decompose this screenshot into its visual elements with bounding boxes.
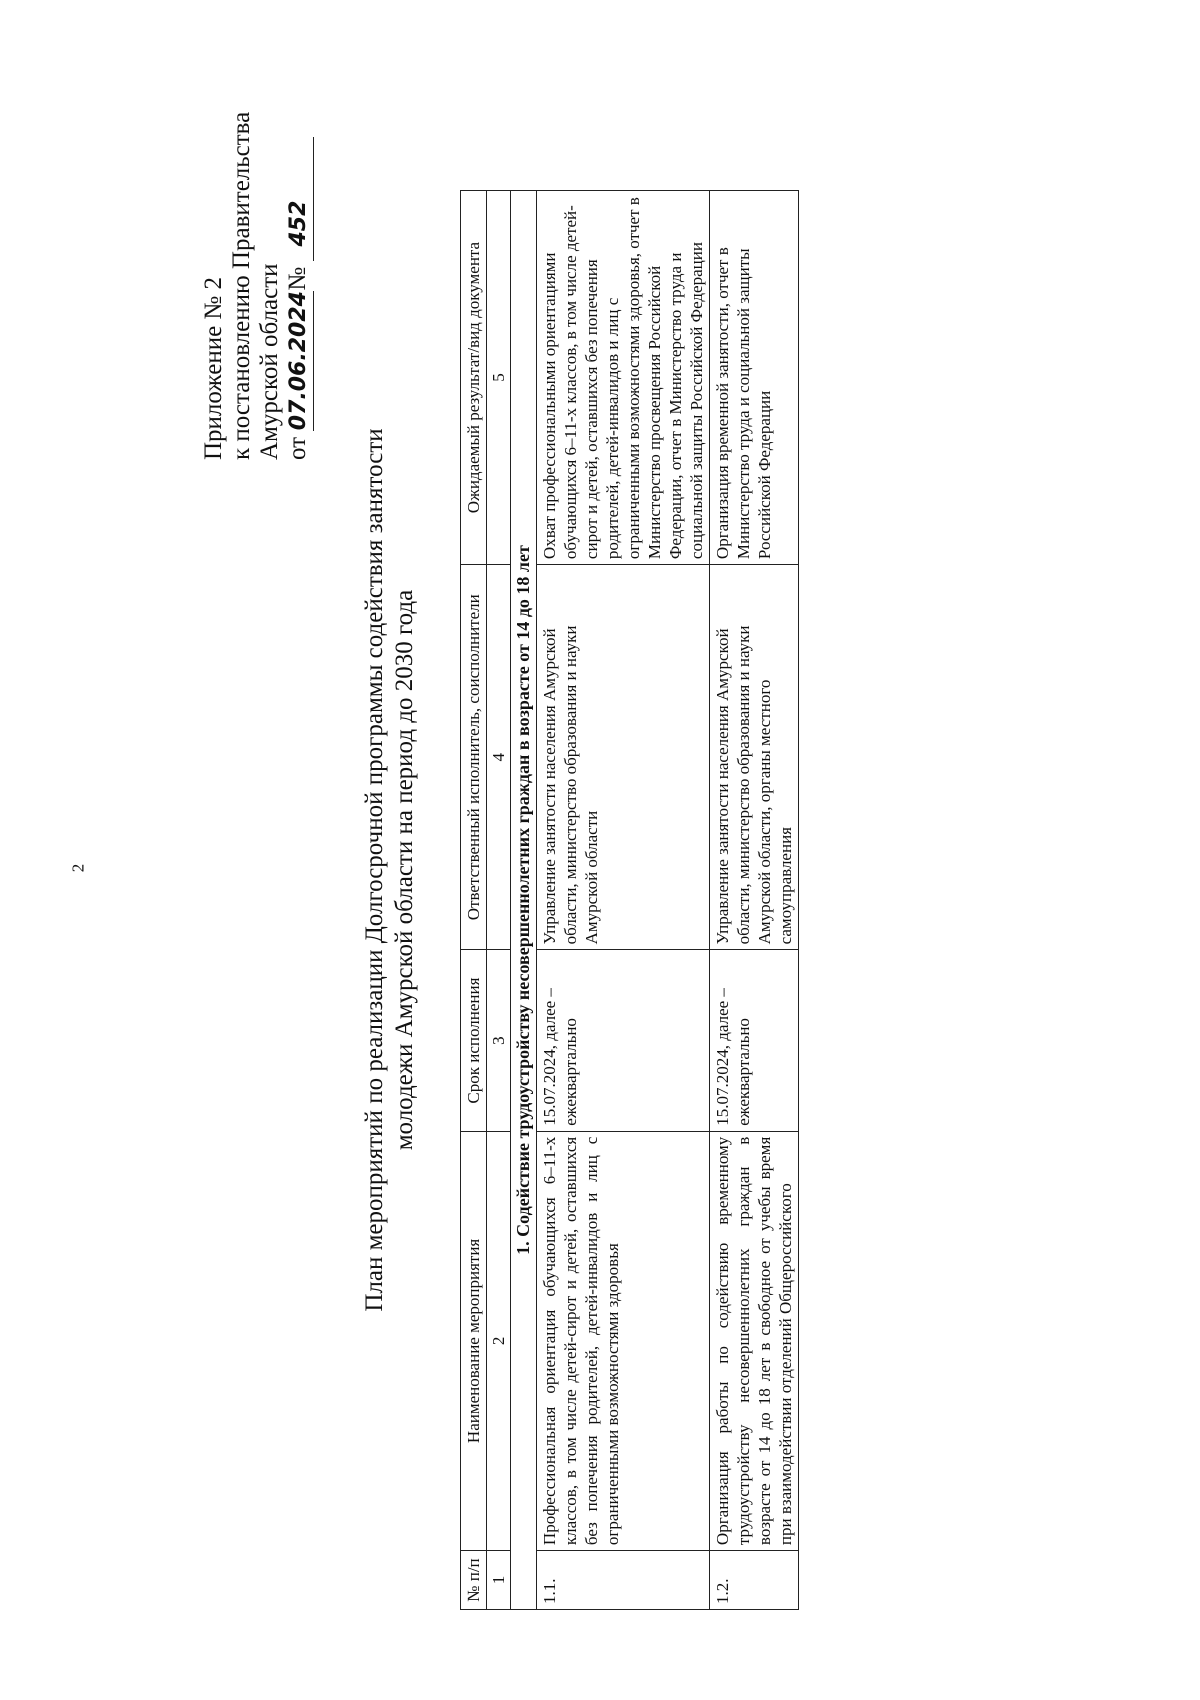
section-row <box>511 191 537 1610</box>
appendix-line-1: Приложение № 2 <box>200 276 227 460</box>
section-heading-1: 1. Содействие трудоустройству несовершеннолетних граждан в возрасте от 14 до 18 лет <box>511 191 537 1610</box>
row-executor: Управление занятости населения Амурской области, министерство образования и науки Амурской области, органы местного самоуправления <box>710 565 799 950</box>
appendix-line-2: к постановлению Правительства <box>228 111 255 460</box>
column-number-3: 3 <box>487 950 511 1131</box>
row-term: 15.07.2024, далее – ежеквартально <box>710 950 799 1131</box>
document-title <box>360 340 420 1400</box>
page-number: 2 <box>68 863 88 873</box>
handwritten-date: 07.06.2024 <box>285 291 314 431</box>
header-executor: Ответственный исполнитель, соисполнители <box>461 565 487 950</box>
title-line-1: План мероприятий по реализации Долгосрочной программы содействия занятости <box>361 428 388 1312</box>
row-term: 15.07.2024, далее – ежеквартально <box>537 950 710 1131</box>
header-name: Наименование мероприятия <box>461 1131 487 1550</box>
row-executor: Управление занятости населения Амурской области, министерство образования и науки Амурской области <box>537 565 710 950</box>
appendix-date-line <box>284 112 314 460</box>
table-row <box>710 191 799 1610</box>
plan-table <box>460 190 799 1610</box>
row-activity-name: Организация работы по содействию временному трудоустройству несовершеннолетних граждан в возрасте от 14 до 18 лет в свободное от учебы время при взаимодействии отделений Общероссийского <box>710 1131 799 1550</box>
column-number-4: 4 <box>487 565 511 950</box>
appendix-block <box>200 112 314 460</box>
appendix-line-3: Амурской области <box>256 263 283 460</box>
table-row <box>537 191 710 1610</box>
date-prefix: от <box>284 436 311 460</box>
column-number-2: 2 <box>487 1131 511 1550</box>
table-header-row <box>461 191 487 1610</box>
row-number: 1.1. <box>537 1551 710 1610</box>
row-number: 1.2. <box>710 1551 799 1610</box>
title-line-2: молодежи Амурской области на период до 2030 года <box>391 589 418 1151</box>
column-number-row <box>487 191 511 1610</box>
header-result: Ожидаемый результат/вид документа <box>461 191 487 565</box>
row-activity-name: Профессиональная ориентация обучающихся 6–11-х классов, в том числе детей-сирот и детей, оставшихся без попечения родителей, детей-инвалидов и лиц с ограниченными возможностями здоровья <box>537 1131 710 1550</box>
row-result: Охват профессиональными ориентациями обучающихся 6–11-х классов, в том числе детей-сирот и детей, оставшихся без попечения родителей, детей-инвалидов и лиц с ограниченными возможностями здоровья, отчет в Министерство просвещения Российской Федерации, отчет в Министерство труда и социальной защиты Российской Федерации <box>537 191 710 565</box>
number-prefix: № <box>284 266 311 291</box>
header-num: № п/п <box>461 1551 487 1610</box>
column-number-1: 1 <box>487 1551 511 1610</box>
header-term: Срок исполнения <box>461 950 487 1131</box>
handwritten-number: 452 <box>285 137 314 261</box>
column-number-5: 5 <box>487 191 511 565</box>
rotated-page-content <box>170 111 1170 1640</box>
row-result: Организация временной занятости, отчет в Министерство труда и социальной защиты Российской Федерации <box>710 191 799 565</box>
